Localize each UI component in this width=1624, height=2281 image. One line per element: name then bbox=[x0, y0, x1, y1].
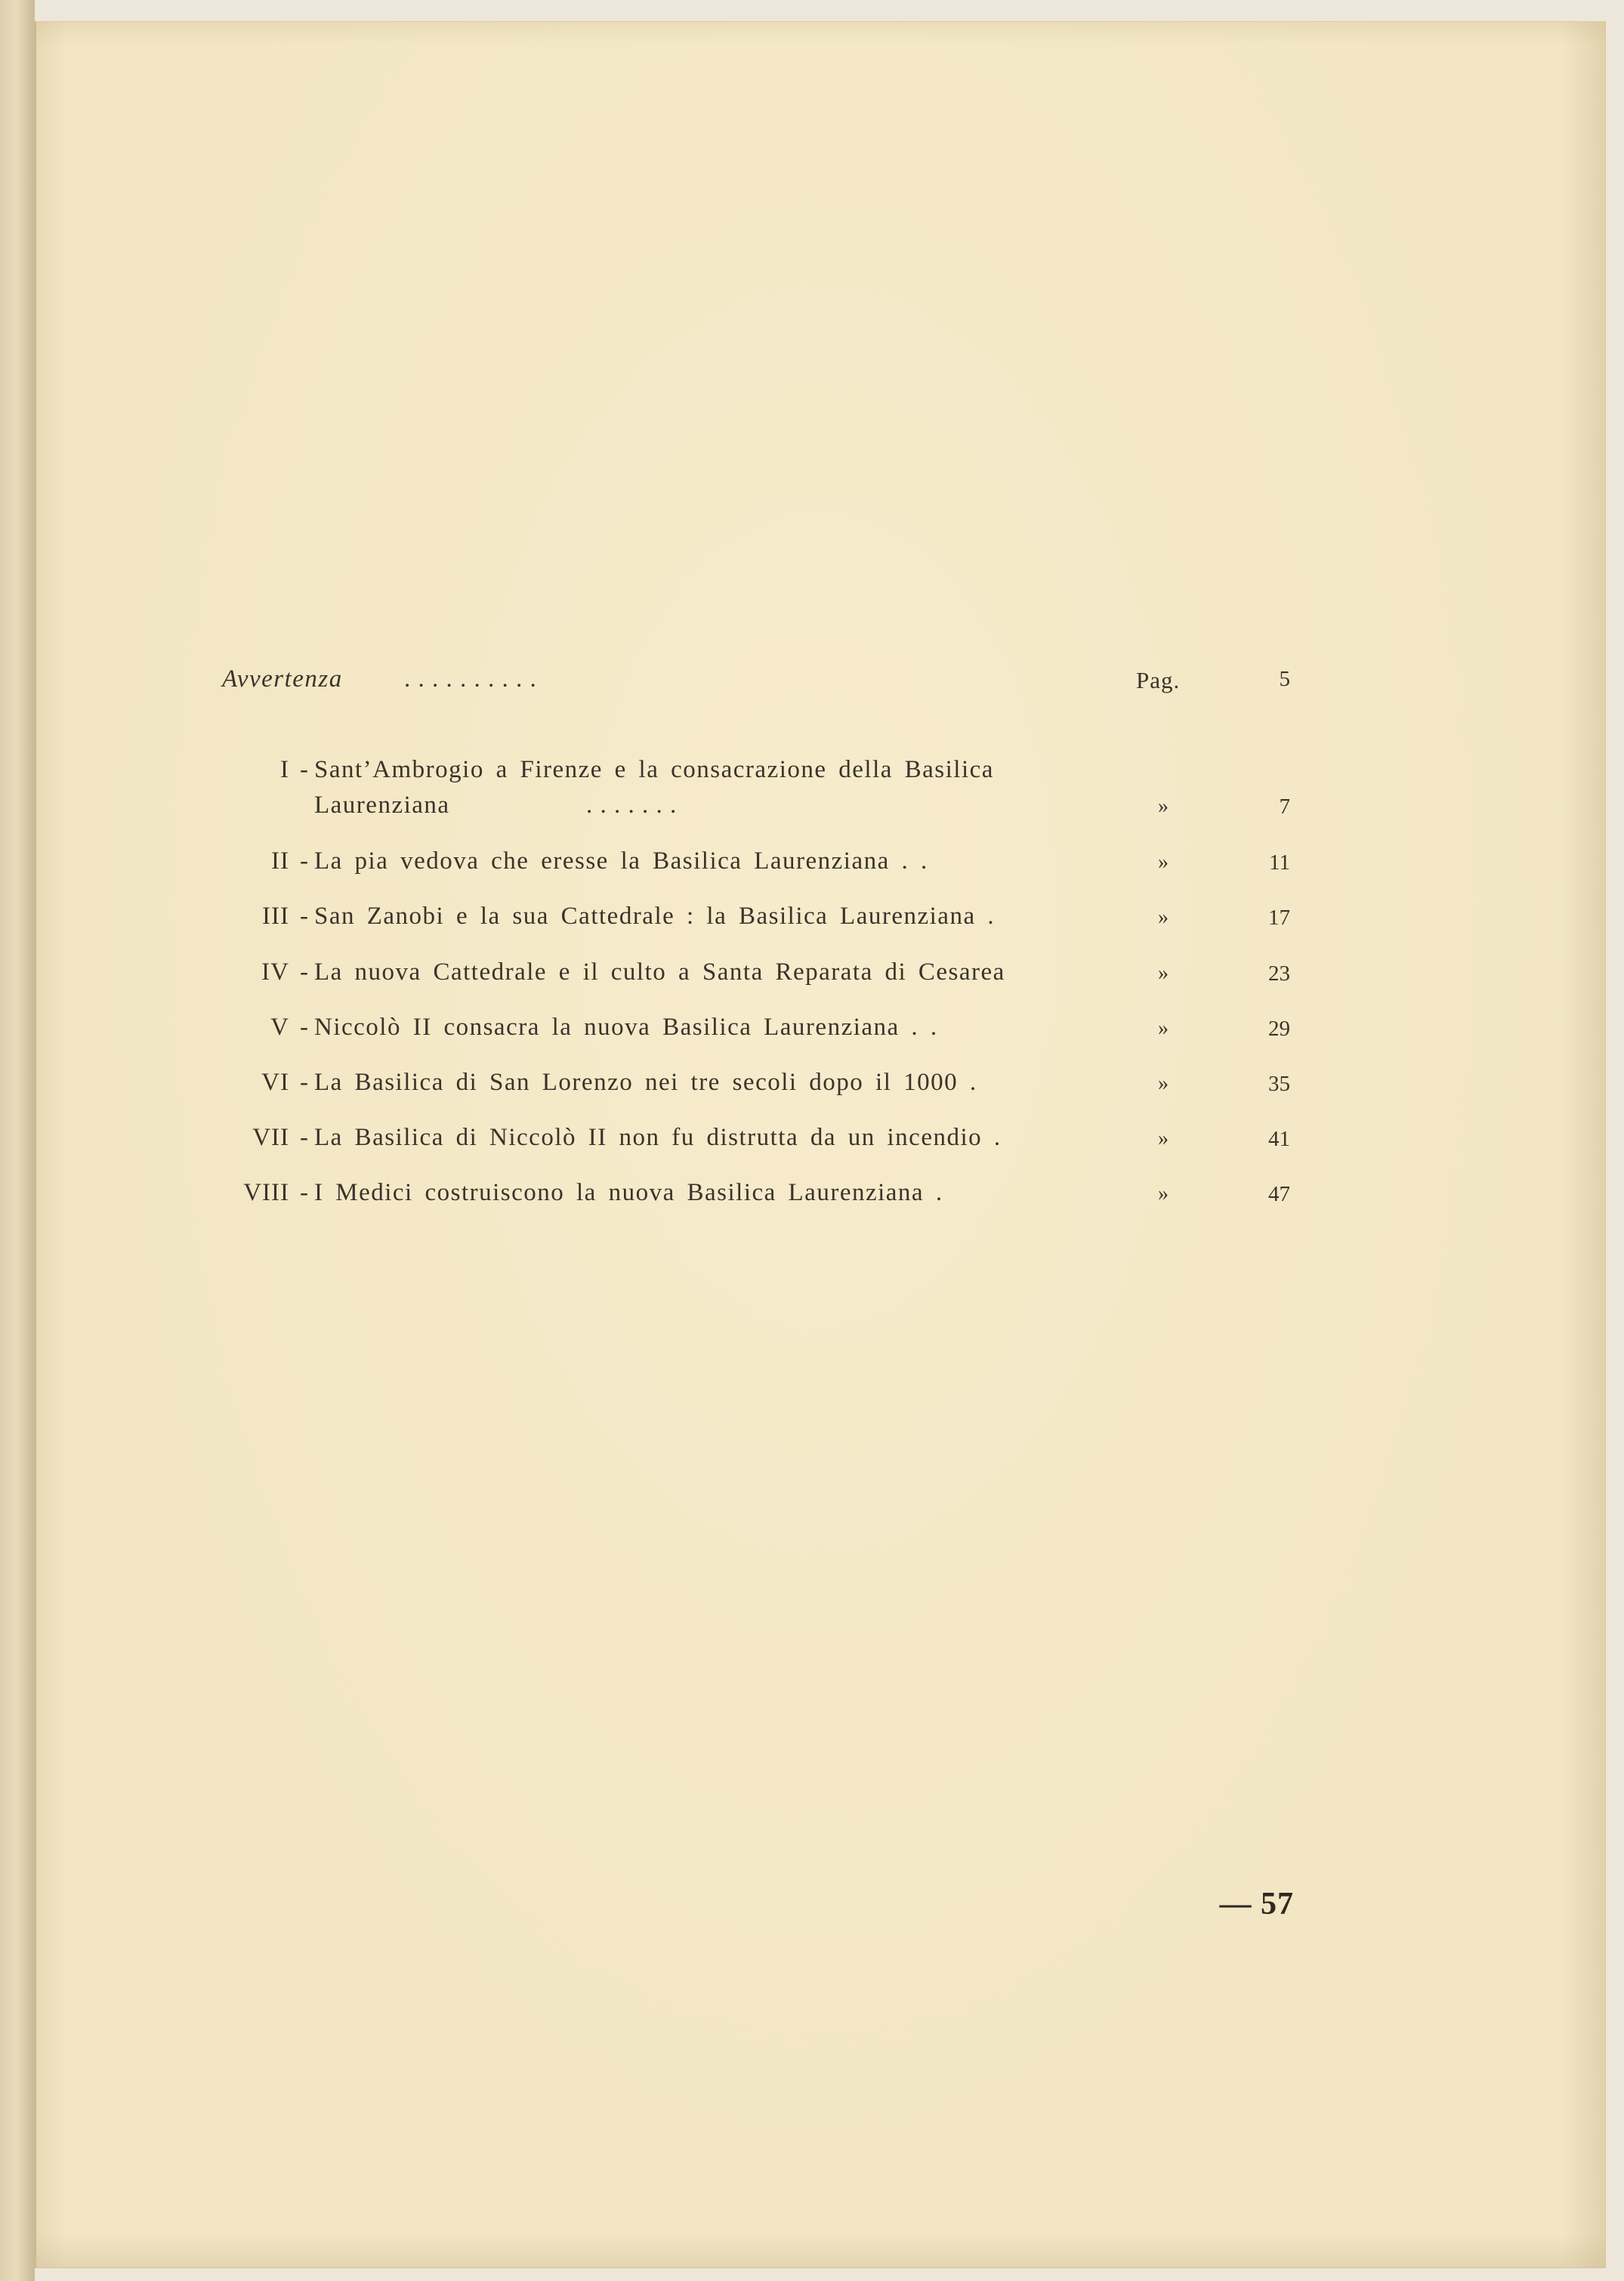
toc-chapter-numeral: VIII bbox=[243, 1179, 289, 1206]
toc-chapter-title: San Zanobi e la sua Cattedrale : la Basilica Laurenziana . bbox=[314, 903, 996, 930]
toc-dash: - bbox=[300, 847, 308, 875]
toc-chapter-title-line1: Sant’Ambrogio a Firenze e la consacrazione della Basilica bbox=[314, 756, 994, 783]
toc-dash: - bbox=[300, 756, 308, 783]
toc-ditto-mark: » bbox=[1158, 906, 1169, 929]
book-page bbox=[35, 21, 1606, 2268]
toc-chapter-numeral: I bbox=[280, 756, 289, 783]
toc-preface-page: 5 bbox=[1279, 667, 1290, 691]
toc-dash: - bbox=[300, 958, 308, 986]
toc-chapter-numeral: VII bbox=[252, 1124, 289, 1151]
toc-chapter-page: 41 bbox=[1268, 1127, 1290, 1151]
toc-chapter-numeral: IV bbox=[261, 958, 289, 986]
toc-ditto-mark: » bbox=[1158, 1127, 1169, 1150]
page-folio-number: — 57 bbox=[1219, 1887, 1294, 1921]
toc-chapter-title: I Medici costruiscono la nuova Basilica Laurenziana . bbox=[314, 1179, 943, 1206]
toc-chapter-leader: . . . . . . . bbox=[586, 792, 678, 819]
toc-preface-title: Avvertenza bbox=[222, 665, 343, 693]
toc-chapter-page: 23 bbox=[1268, 961, 1290, 986]
toc-ditto-mark: » bbox=[1158, 850, 1169, 874]
toc-chapter-numeral: III bbox=[262, 903, 289, 930]
toc-chapter-title-line2: Laurenziana bbox=[314, 792, 450, 819]
toc-chapter-page: 7 bbox=[1279, 795, 1290, 819]
table-of-contents bbox=[36, 22, 1607, 2269]
toc-chapter-page: 11 bbox=[1269, 850, 1290, 875]
toc-dash: - bbox=[300, 1014, 308, 1041]
toc-chapter-page: 35 bbox=[1268, 1072, 1290, 1096]
toc-chapter-numeral: II bbox=[271, 847, 289, 875]
toc-ditto-mark: » bbox=[1158, 1017, 1169, 1040]
toc-ditto-mark: » bbox=[1158, 1182, 1169, 1205]
toc-preface-leader: . . . . . . . . . . bbox=[404, 665, 537, 693]
toc-chapter-page: 17 bbox=[1268, 906, 1290, 930]
toc-chapter-page: 47 bbox=[1268, 1182, 1290, 1206]
toc-ditto-mark: » bbox=[1158, 1072, 1169, 1095]
previous-page-edge bbox=[0, 0, 35, 2281]
toc-chapter-title: La pia vedova che eresse la Basilica Laurenziana . . bbox=[314, 847, 928, 875]
toc-chapter-page: 29 bbox=[1268, 1017, 1290, 1041]
toc-chapter-title: La Basilica di Niccolò II non fu distrutta da un incendio . bbox=[314, 1124, 1002, 1151]
toc-ditto-mark: » bbox=[1158, 795, 1169, 818]
toc-chapter-title: La Basilica di San Lorenzo nei tre secoli dopo il 1000 . bbox=[314, 1069, 977, 1096]
toc-page-label: Pag. bbox=[1136, 667, 1181, 693]
toc-dash: - bbox=[300, 1124, 308, 1151]
toc-chapter-title: La nuova Cattedrale e il culto a Santa Reparata di Cesarea bbox=[314, 958, 1005, 986]
toc-chapter-numeral: V bbox=[270, 1014, 289, 1041]
toc-dash: - bbox=[300, 1069, 308, 1096]
toc-chapter-numeral: VI bbox=[261, 1069, 289, 1096]
toc-dash: - bbox=[300, 903, 308, 930]
toc-chapter-title: Niccolò II consacra la nuova Basilica Laurenziana . . bbox=[314, 1014, 938, 1041]
toc-dash: - bbox=[300, 1179, 308, 1206]
toc-ditto-mark: » bbox=[1158, 961, 1169, 985]
